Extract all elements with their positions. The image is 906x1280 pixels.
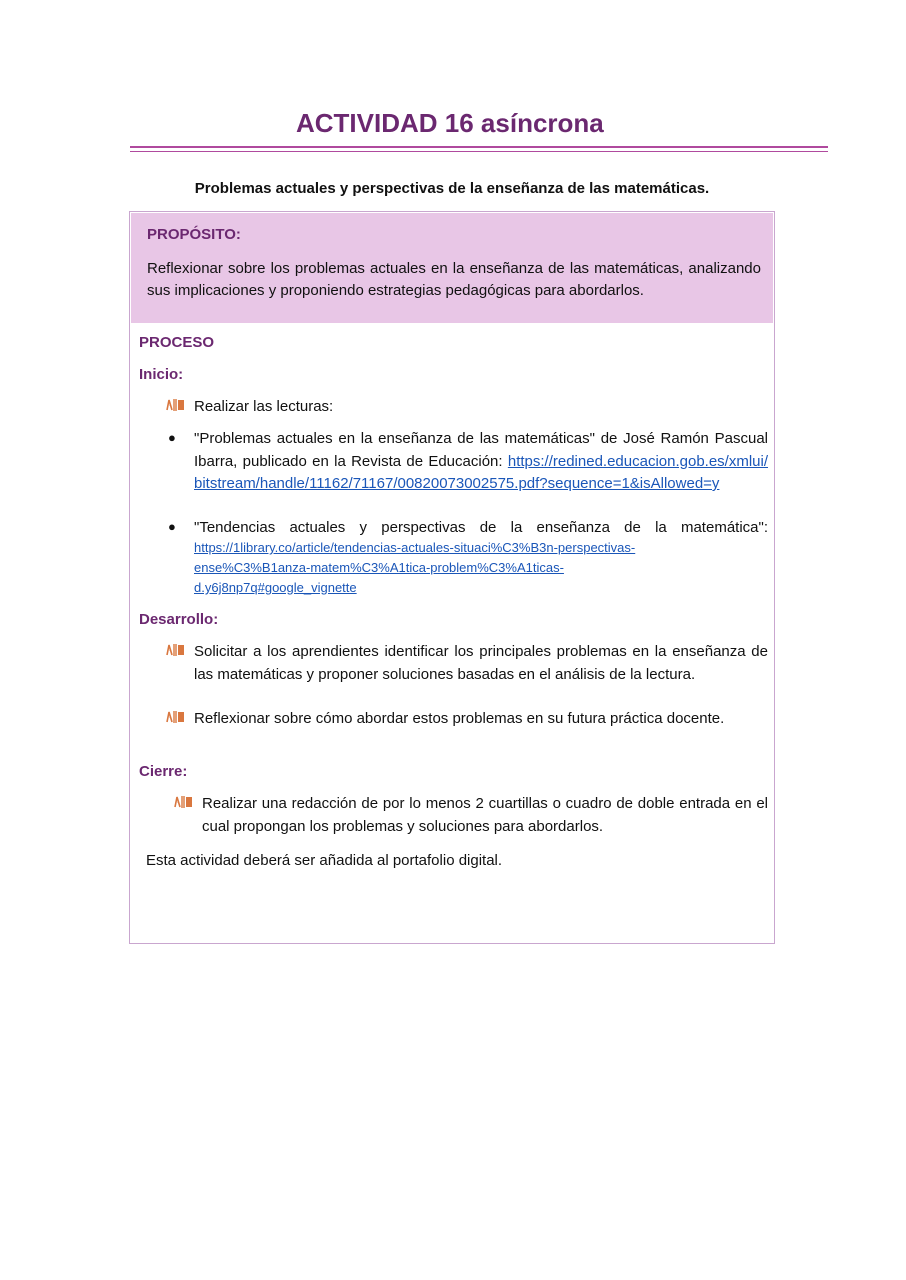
bullet-dot: ● [168, 519, 176, 534]
purpose-heading: PROPÓSITO: [147, 226, 241, 243]
reading-2-link-line[interactable]: https://1library.co/article/tendencias-actuales-situaci%C3%B3n-perspectivas- [194, 540, 636, 555]
desarrollo-label: Desarrollo: [139, 611, 219, 628]
title-rule-thick [130, 146, 828, 148]
activity-box [129, 211, 775, 944]
process-heading: PROCESO [139, 334, 215, 351]
reading-1 [194, 428, 768, 496]
purpose-section [131, 213, 773, 323]
inicio-label: Inicio: [139, 366, 184, 383]
portfolio-note: Esta actividad deberá ser añadida al portafolio digital. [146, 852, 503, 869]
activity-subtitle: Problemas actuales y perspectivas de la enseñanza de las matemáticas. [194, 180, 710, 197]
cierre-item: Realizar una redacción de por lo menos 2 cuartillas o cuadro de doble entrada en el cual propongan los problemas y soluciones para abordarlos. [202, 795, 768, 835]
cierre-label: Cierre: [139, 763, 188, 780]
inicio-intro: Realizar las lecturas: [194, 398, 334, 415]
bullet-dot: ● [168, 430, 176, 445]
reading-1-link[interactable]: https://redined.educacion.gob.es/xmlui/bitstream/handle/11162/71167/00820073002575.pdf?sequence=1&isAllowed=y [194, 452, 769, 492]
book-reading-icon [166, 398, 186, 412]
purpose-text: Reflexionar sobre los problemas actuales en la enseñanza de las matemáticas, analizando sus implicaciones y proponiendo estrategias pedagógicas para abordarlos. [147, 260, 761, 299]
reading-2-link-line[interactable]: ense%C3%B1anza-matem%C3%A1tica-problem%C3%A1ticas- [194, 560, 564, 575]
desarrollo-item-1: Solicitar a los aprendientes identificar los principales problemas en la enseñanza de las matemáticas y proponer soluciones basadas en el análisis de la lectura. [194, 643, 768, 683]
desarrollo-item-2: Reflexionar sobre cómo abordar estos problemas en su futura práctica docente. [194, 710, 725, 727]
title-rule-thin [130, 151, 828, 152]
book-reading-icon [166, 710, 186, 724]
reading-1-text: "Problemas actuales en la enseñanza de las matemáticas" de José Ramón Pascual Ibarra, publicado en la Revista de Educación: [194, 430, 768, 470]
book-reading-icon [166, 643, 186, 657]
book-reading-icon [174, 795, 194, 809]
reading-2-text: "Tendencias actuales y perspectivas de la enseñanza de la matemática": [194, 519, 768, 536]
reading-2-link-line[interactable]: d.y6j8np7q#google_vignette [194, 580, 357, 595]
page-title: ACTIVIDAD 16 asíncrona [296, 108, 604, 138]
